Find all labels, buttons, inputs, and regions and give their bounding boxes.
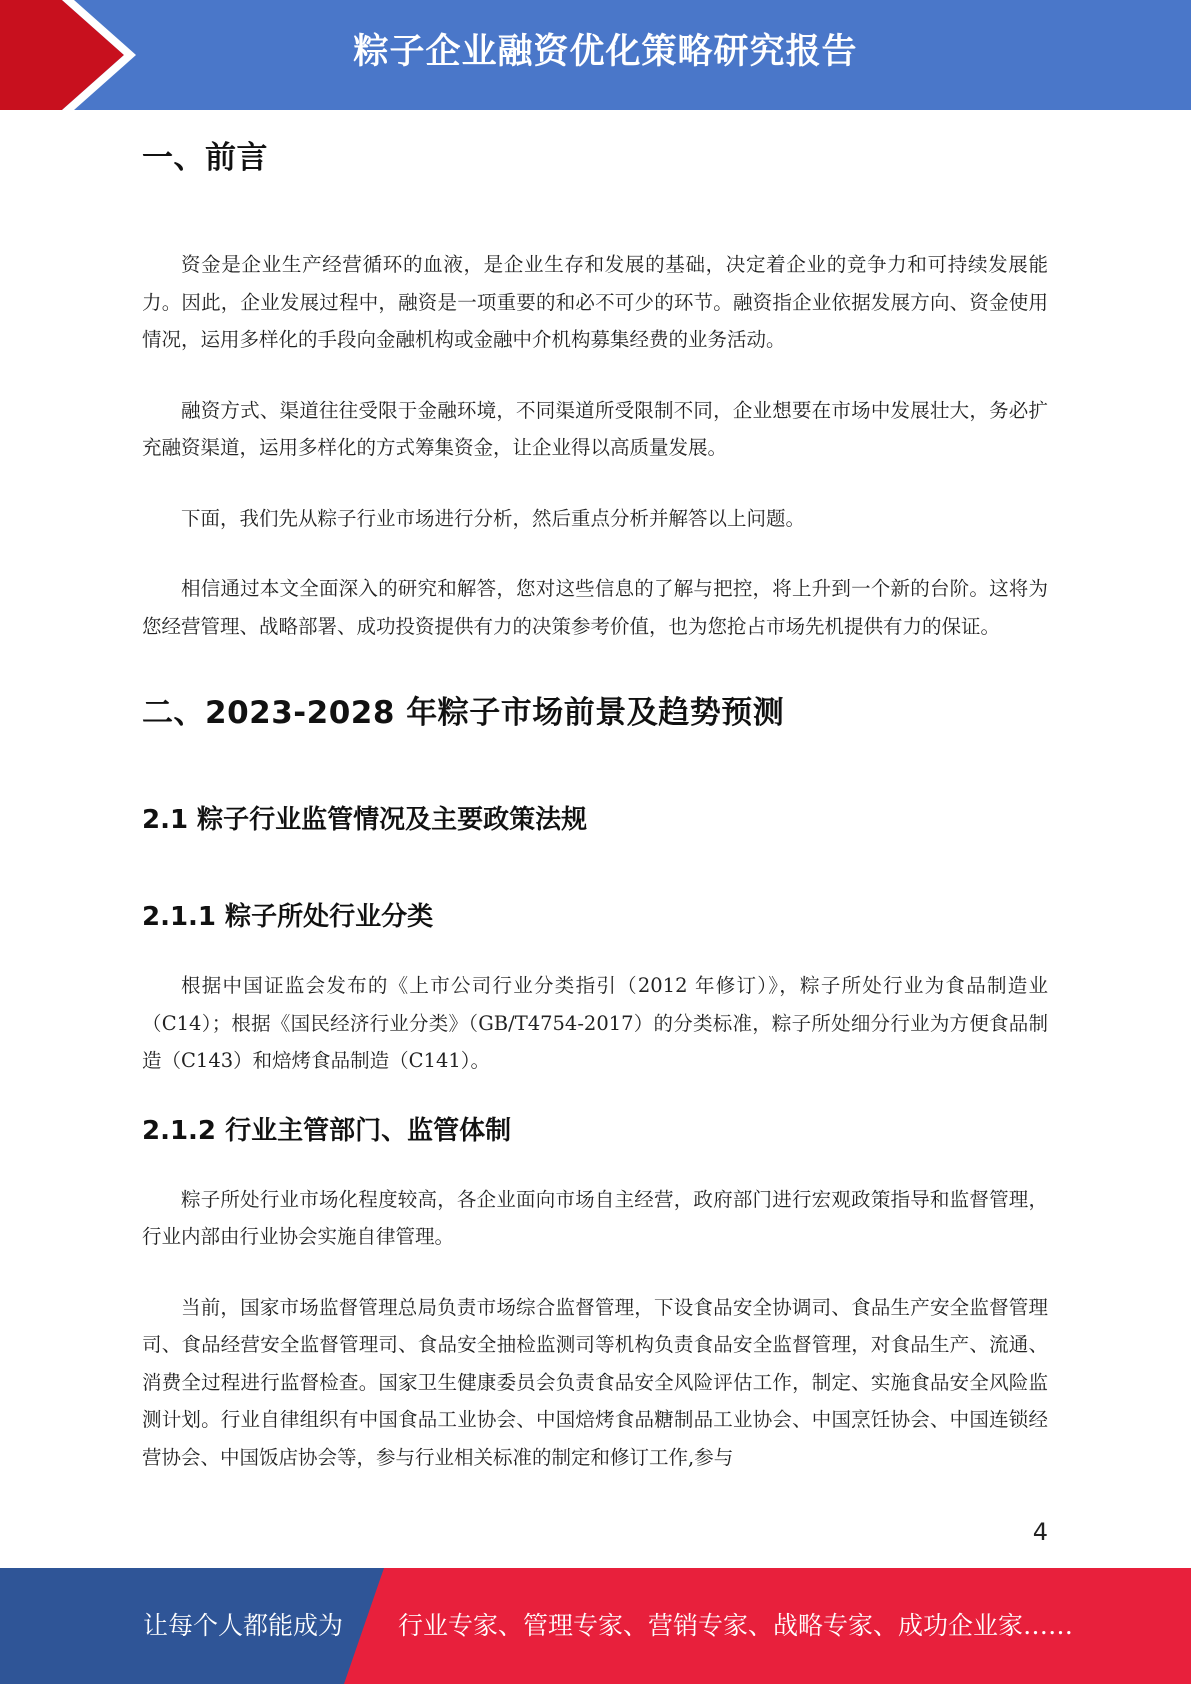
paragraph: 根据中国证监会发布的《上市公司行业分类指引（2012 年修订）》，粽子所处行业为食品制造业（C14）；根据《国民经济行业分类》（GB/T4754-2017）的分类标准，粽子所处细分行业为方便食品制造（C143）和焙烤食品制造（C141）。: [142, 974, 1048, 1072]
paragraph: 下面，我们先从粽子行业市场进行分析，然后重点分析并解答以上问题。: [181, 506, 806, 530]
subsection-title-classification: 2.1.1 粽子所处行业分类: [142, 902, 434, 932]
footer-slogan: 让每个人都能成为: [143, 1611, 344, 1640]
section-title-forecast: 二、2023-2028 年粽子市场前景及趋势预测: [142, 695, 785, 731]
page-number: 4: [1032, 1518, 1048, 1546]
paragraph: 当前，国家市场监督管理总局负责市场综合监督管理，下设食品安全协调司、食品生产安全监督管理司、食品经营安全监督管理司、食品安全抽检监测司等机构负责食品安全监督管理，对食品生产、流通、消费全过程进行监督检查。国家卫生健康委员会负责食品安全风险评估工作，制定、实施食品安全风险监测计划。行业自律组织有中国食品工业协会、中国焙烤食品糖制品工业协会、中国烹饪协会、中国连锁经营协会、中国饭店协会等，参与行业相关标准的制定和修订工作,参与: [142, 1295, 1048, 1469]
report-title: 粽子企业融资优化策略研究报告: [353, 32, 858, 72]
page-footer: [0, 1568, 1191, 1684]
subsection-title-regulation: 2.1 粽子行业监管情况及主要政策法规: [142, 805, 588, 835]
page-header: [0, 0, 1191, 110]
subsection-title-authority: 2.1.2 行业主管部门、监管体制: [142, 1115, 512, 1146]
paragraph: 相信通过本文全面深入的研究和解答，您对这些信息的了解与把控，将上升到一个新的台阶。这将为您经营管理、战略部署、成功投资提供有力的决策参考价值，也为您抢占市场先机提供有力的保证。: [142, 577, 1048, 638]
paragraph: 粽子所处行业市场化程度较高，各企业面向市场自主经营，政府部门进行宏观政策指导和监督管理，行业内部由行业协会实施自律管理。: [142, 1187, 1048, 1248]
footer-tagline: 行业专家、管理专家、营销专家、战略专家、成功企业家……: [398, 1611, 1074, 1640]
section-title-preface: 一、前言: [142, 140, 268, 176]
paragraph: 资金是企业生产经营循环的血液，是企业生存和发展的基础，决定着企业的竞争力和可持续发展能力。因此，企业发展过程中，融资是一项重要的和必不可少的环节。融资指企业依据发展方向、资金使用情况，运用多样化的手段向金融机构或金融中介机构募集经费的业务活动。: [142, 253, 1048, 351]
page-content: [142, 132, 1048, 1476]
paragraph: 融资方式、渠道往往受限于金融环境，不同渠道所受限制不同，企业想要在市场中发展壮大，务必扩充融资渠道，运用多样化的方式筹集资金，让企业得以高质量发展。: [142, 398, 1048, 459]
